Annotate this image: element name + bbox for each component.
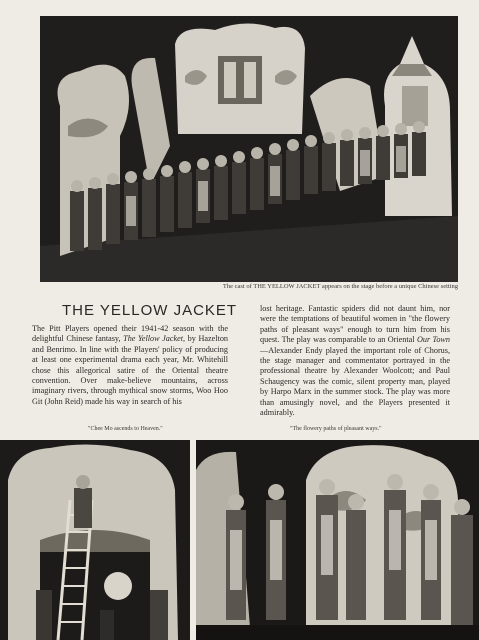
article-title: THE YELLOW JACKET <box>62 302 238 319</box>
cast-stage-photo <box>40 16 458 282</box>
left-text-part-2: , by Hazelton and Benrimo. In line with the Players' policy of producing at least one experimental drama each year, Mr. Whitehill chose this allegorical satire of the Oriental theatre convention. Over make-believe mountains, across imaginary rivers, through mythical snow storms, Woo Hoo Git (John Reid) made his way in search of his <box>32 334 229 406</box>
our-town-italic: Our Town <box>416 335 450 345</box>
bottom-left-caption: "Chee Mo ascends to Heaven." <box>88 426 163 432</box>
top-photo-caption: The cast of THE YELLOW JACKET appears on the stage before a unique Chinese setting <box>222 283 458 290</box>
chee-mo-ladder-photo <box>0 440 190 640</box>
play-title-italic: The Yellow Jacket <box>123 334 184 344</box>
right-text-part-1: lost heritage. Fantastic spiders did not daunt him, nor were the temptations of beautiful women in "the flowery paths of pleasant ways" enough to turn him from his quest. The play was comparable to an Oriental <box>260 304 450 345</box>
right-column-text <box>260 304 450 418</box>
bottom-right-caption: "The flowery paths of pleasant ways." <box>290 426 382 432</box>
left-column-text <box>32 324 228 407</box>
flowery-paths-photo <box>196 440 479 640</box>
left-text-part-1: The Pitt Players opened their 1941-42 season with the delightful Chinese fantasy, <box>32 324 228 344</box>
right-text-part-2: —Alexander Endy played the important role of Chorus, the stage manager and commentator portrayed in the professional theatre by Alexander Woolcott; and Paul Schaugency was the comic, silent property man, played by Harpo Marx in the summer stock. The play was more than amusingly novel, and the Players presented it admirably. <box>260 345 450 418</box>
